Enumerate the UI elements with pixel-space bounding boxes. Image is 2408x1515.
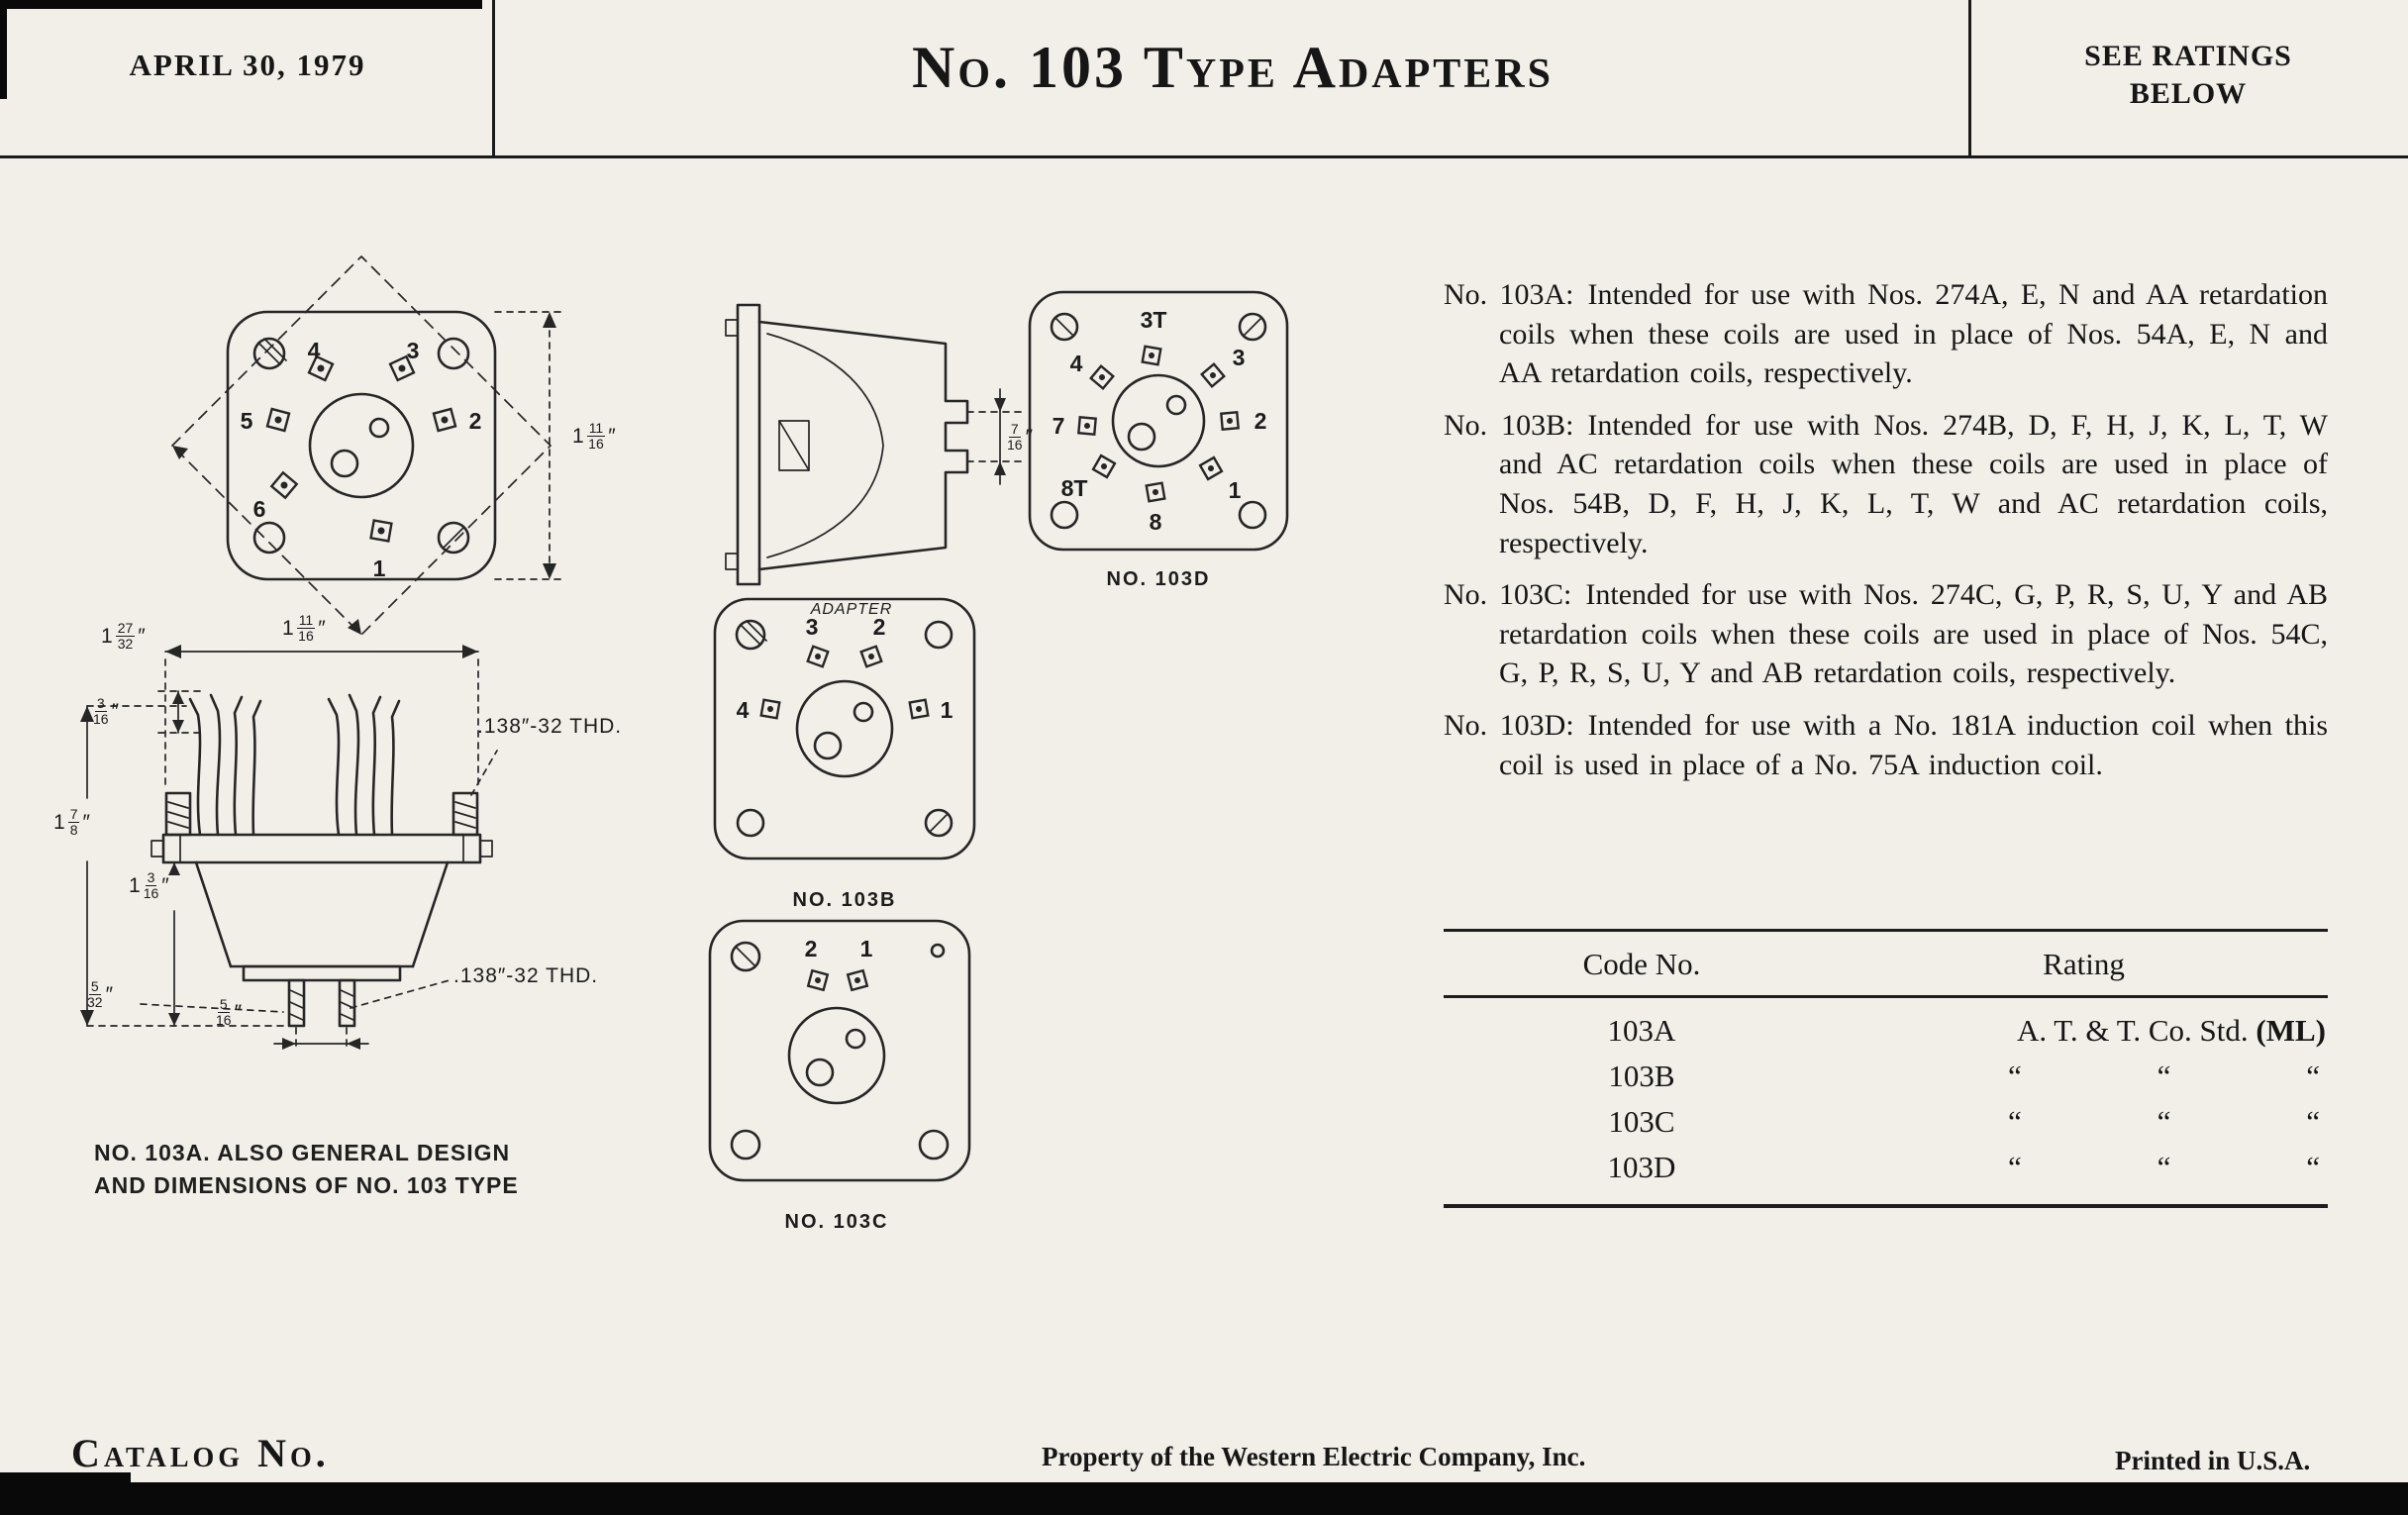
- pin-label-3t: 3T: [1140, 307, 1167, 333]
- description-103a: [1444, 275, 2328, 393]
- pin-symbol: [1200, 457, 1222, 479]
- arrowhead: [168, 1013, 180, 1026]
- ditto-mark: “: [2008, 1059, 2022, 1093]
- film-edge-top: [0, 0, 482, 9]
- pin-label-6: 6: [252, 496, 266, 522]
- table-row-103c: [1444, 1099, 2328, 1145]
- film-edge-left: [0, 0, 7, 99]
- catalog-no-label: Catalog No.: [71, 1431, 330, 1475]
- dim-1-11-16: 1 $\frac{11}{16}$ ″: [572, 420, 616, 452]
- description-code: No. 103D:: [1444, 708, 1574, 742]
- thread-leader-bottom: [351, 980, 450, 1008]
- arrowhead: [994, 461, 1006, 475]
- code-cell: 103B: [1608, 1059, 1675, 1093]
- col-header-rating: Rating: [2043, 947, 2125, 981]
- height-dimension-lines: [495, 312, 564, 579]
- arrowhead: [543, 563, 556, 579]
- center-hub: [797, 681, 892, 776]
- caption-line2: AND DIMENSIONS OF NO. 103 TYPE: [94, 1172, 519, 1199]
- pin-label-1: 1: [372, 556, 386, 581]
- pin-symbol: [1221, 412, 1238, 429]
- pin-symbol: [808, 647, 829, 667]
- arrowhead: [462, 645, 478, 658]
- property-note: Property of the Western Electric Company, Inc.: [1042, 1442, 1586, 1471]
- pin-label-2: 2: [1254, 408, 1267, 434]
- arrowhead: [347, 1038, 360, 1050]
- arrowhead: [172, 720, 184, 733]
- arrowhead: [282, 1038, 296, 1050]
- table-header-row: [1444, 932, 2328, 998]
- pin-label-2: 2: [468, 408, 482, 434]
- body-skirt: [196, 862, 448, 980]
- adapter-body: [726, 305, 967, 584]
- drawing-socket-103b: [703, 587, 1000, 929]
- description-103b: [1444, 406, 2328, 562]
- pin-label-7: 7: [1052, 413, 1065, 439]
- adapter-svg: [708, 282, 1064, 639]
- film-edge-bottom-left: [0, 1472, 131, 1515]
- pin-label-4: 4: [1069, 351, 1083, 376]
- dim-5-32: $\frac{5}{32}$ ″: [87, 978, 114, 1010]
- description-text: Intended for use with a No. 181A induction coil when this coil is used in place of a No. 75A induction coil.: [1499, 708, 2328, 781]
- arrowhead: [168, 862, 180, 875]
- code-cell: 103D: [1607, 1150, 1676, 1184]
- see-ratings-note: [1980, 38, 2396, 112]
- center-hub: [789, 1008, 884, 1103]
- header-divider-left: [492, 0, 495, 156]
- ditto-mark: “: [2157, 1150, 2171, 1184]
- center-hub: [310, 394, 413, 497]
- rating-text: A. T. & T. Co. Std.: [2016, 1013, 2249, 1048]
- arrowhead: [172, 691, 184, 704]
- corner-screws: [732, 943, 948, 1159]
- drawing-caption: [94, 1137, 609, 1203]
- pin-symbol: [848, 970, 867, 990]
- pin-symbol: [1091, 366, 1114, 389]
- pin-symbol: [1143, 347, 1161, 365]
- pin-symbol-2: [434, 409, 455, 431]
- arrowhead: [994, 398, 1006, 412]
- socket-103b-svg: [703, 587, 1000, 929]
- pin-label-8t: 8T: [1060, 475, 1088, 501]
- caption-line1: NO. 103A. ALSO GENERAL DESIGN: [94, 1140, 511, 1165]
- pin-label-4: 4: [307, 338, 321, 363]
- arrowhead: [543, 312, 556, 328]
- pin-label-2: 2: [804, 936, 818, 961]
- arrowhead: [172, 446, 188, 459]
- pin-label-1: 1: [859, 936, 873, 961]
- pin-label-3: 3: [406, 338, 420, 363]
- dim-1-7-8: 1 $\frac{7}{8}$ ″: [53, 806, 90, 838]
- see-ratings-line2: BELOW: [2129, 76, 2248, 110]
- socket-103d-svg: [1015, 280, 1312, 607]
- mounting-studs: [166, 793, 477, 835]
- dim-1-11-16-width: 1 $\frac{11}{16}$ ″: [282, 612, 326, 644]
- pin-symbol: [1202, 364, 1225, 387]
- rating-cell-ditto: [1840, 1059, 2328, 1094]
- thread-leader-top: [471, 751, 497, 795]
- pin-label-4: 4: [736, 697, 750, 723]
- page-title: No. 103 Type Adapters: [912, 35, 1554, 100]
- socket-103c-svg: [698, 909, 995, 1251]
- thread-callout-bottom: .138″-32 THD.: [453, 964, 599, 987]
- bottom-studs: [289, 980, 354, 1026]
- table-row-103d: [1444, 1145, 2328, 1190]
- pin-symbol-1: [371, 521, 392, 542]
- pin-symbol: [910, 700, 929, 719]
- rating-cell-ditto: [1840, 1104, 2328, 1140]
- stud-length-leader: [141, 1004, 283, 1012]
- pin-label-1: 1: [1228, 477, 1242, 503]
- description-text: Intended for use with Nos. 274A, E, N and AA retardation coils when these coils are used in place of Nos. 54A, E, N and AA retardation coils, respectively.: [1499, 278, 2328, 390]
- corner-screws: [737, 621, 952, 836]
- pin-symbol: [761, 700, 780, 719]
- pin-label-1: 1: [940, 697, 953, 723]
- arrowhead: [80, 706, 94, 722]
- dim-3-16: $\frac{3}{16}$ ″: [93, 695, 120, 727]
- dim-7-16: $\frac{7}{16}$ ″: [1007, 421, 1034, 453]
- corner-screws: [254, 339, 468, 553]
- description-list: [1444, 275, 2328, 797]
- ditto-mark: “: [2008, 1150, 2022, 1184]
- description-text: Intended for use with Nos. 274C, G, P, R, S, U, Y and AB retardation coils when these coils are used in place of Nos. 54C, G, P, R, S, U, Y and AB retardation coils, respectively.: [1499, 578, 2328, 690]
- printed-note: Printed in U.S.A.: [2115, 1446, 2311, 1475]
- adapter-label: ADAPTER: [810, 601, 893, 618]
- center-hub: [1113, 375, 1204, 466]
- see-ratings-line1: SEE RATINGS: [2084, 40, 2292, 72]
- description-code: No. 103C:: [1444, 578, 1572, 612]
- pin-symbol: [861, 647, 882, 667]
- pin-label-8: 8: [1149, 509, 1162, 535]
- description-text: Intended for use with Nos. 274B, D, F, H, J, K, L, T, W and AC retardation coils when these coils are used in place of Nos. 54B, D, F, H, J, K, L, T, W and AC retardation coils, respectively.: [1499, 408, 2328, 559]
- ditto-mark: “: [2306, 1150, 2320, 1184]
- drawing-adapter-side-view: [708, 282, 1064, 639]
- description-103d: [1444, 706, 2328, 784]
- socket-103b-label: NO. 103B: [792, 889, 897, 911]
- side-view-svg: [30, 612, 683, 1077]
- header-date: APRIL 30, 1979: [129, 48, 366, 82]
- thread-callout-top: .138″-32 THD.: [477, 715, 623, 738]
- pin-symbol: [1093, 455, 1115, 477]
- code-cell: 103A: [1607, 1013, 1676, 1048]
- code-cell: 103C: [1608, 1104, 1675, 1139]
- film-edge-bottom: [0, 1482, 2408, 1515]
- ditto-mark: “: [2157, 1104, 2171, 1139]
- table-row-103a: [1444, 1008, 2328, 1054]
- col-header-code: Code No.: [1582, 947, 1701, 981]
- drawing-socket-103c: [698, 909, 995, 1251]
- pin-symbol: [808, 970, 828, 990]
- width-dimension: [165, 652, 478, 785]
- socket-103d-label: NO. 103D: [1106, 568, 1211, 590]
- pin-symbol: [1147, 483, 1165, 502]
- description-103c: [1444, 575, 2328, 693]
- ditto-mark: “: [2157, 1059, 2171, 1093]
- header-rule: [0, 155, 2408, 158]
- pin-label-2: 2: [872, 614, 886, 640]
- description-code: No. 103B:: [1444, 408, 1574, 442]
- table-body: [1444, 998, 2328, 1204]
- rating-bold-text: (ML): [2256, 1013, 2326, 1048]
- pin-symbol: [1078, 417, 1095, 434]
- ditto-mark: “: [2306, 1059, 2320, 1093]
- pin-label-3: 3: [805, 614, 819, 640]
- pin-label-5: 5: [240, 408, 253, 434]
- ratings-table: [1444, 929, 2328, 1208]
- header-divider-right: [1968, 0, 1971, 156]
- drawing-socket-103d: [1015, 280, 1312, 607]
- flange: [151, 835, 492, 862]
- rating-cell-ditto: [1840, 1150, 2328, 1185]
- dim-5-16: $\frac{5}{16}$ ″: [216, 996, 243, 1028]
- spring-contacts: [190, 695, 399, 835]
- arrowhead: [80, 1010, 94, 1026]
- pin-symbol-5: [267, 409, 289, 431]
- drawing-103a-side-view: [30, 612, 683, 1077]
- pin-label-3: 3: [1232, 345, 1246, 370]
- pin-symbol-6: [271, 472, 296, 497]
- arrowhead: [165, 645, 181, 658]
- table-row-103b: [1444, 1054, 2328, 1099]
- dim-1-3-16: 1 $\frac{3}{16}$ ″: [129, 869, 169, 901]
- dim-1-27-32: 1 $\frac{27}{32}$ ″: [101, 620, 146, 652]
- description-code: No. 103A:: [1444, 278, 1574, 311]
- rating-cell: [1840, 1013, 2328, 1049]
- socket-103c-label: NO. 103C: [784, 1211, 889, 1233]
- ditto-mark: “: [2306, 1104, 2320, 1139]
- ditto-mark: “: [2008, 1104, 2022, 1139]
